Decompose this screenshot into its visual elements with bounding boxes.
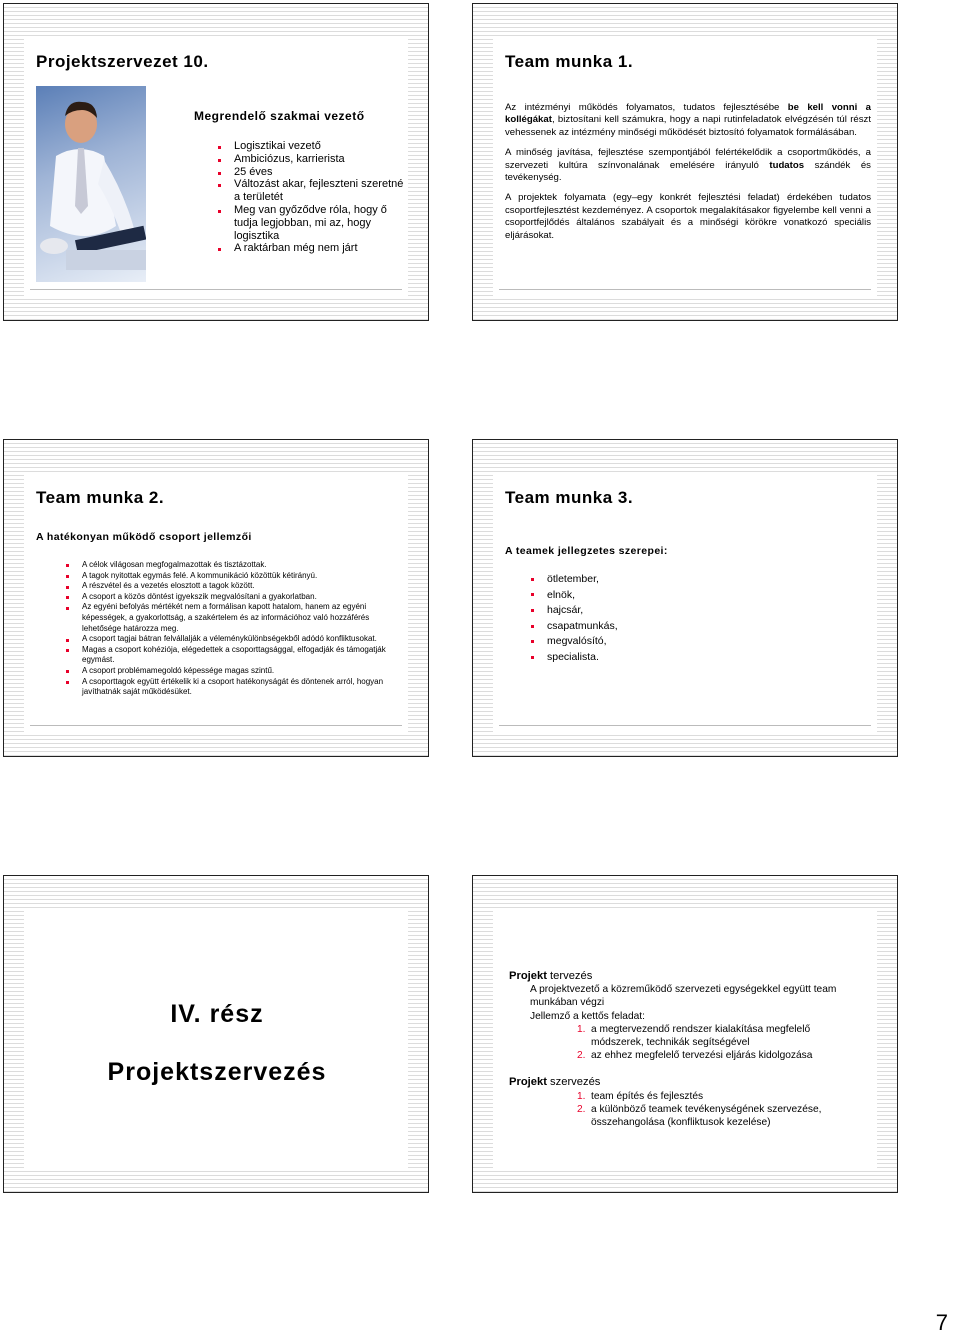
numbered-item xyxy=(509,1049,879,1062)
list-item: Változást akar, fejleszteni szeretné a területét xyxy=(216,178,406,204)
item-number: 1. xyxy=(577,1090,586,1102)
text-run: Az intézményi működés folyamatos, tudatos fejlesztésébe xyxy=(505,102,788,113)
footer-divider xyxy=(30,289,402,290)
footer-divider xyxy=(30,725,402,726)
list-item: A csoport problémamegoldó képessége magas szintű. xyxy=(64,666,404,677)
slide-content-area xyxy=(24,910,408,1168)
list-item: A tagok nyitottak egymás felé. A kommunikáció közöttük kétirányú. xyxy=(64,571,404,582)
label-bold: Projekt xyxy=(509,970,547,982)
section-label xyxy=(509,1076,879,1089)
slide-title: Team munka 3. xyxy=(505,488,634,507)
paragraph: A projektek folyamata (egy–egy konkrét fejlesztési feladat) érdekében tudatos csoportfejlesztést kezdeményez. A csoportok megalakításakor figyelembe kell venni a csoportfejlődés általános szabályait és a minőségi körökre vonatkozó speciális eljárásokat. xyxy=(505,192,871,241)
label-text: tervezés xyxy=(546,970,593,982)
page-number: 7 xyxy=(935,1310,948,1335)
list-item: csapatmunkás, xyxy=(529,619,769,635)
numbered-item xyxy=(509,1103,879,1129)
list-item: hajcsár, xyxy=(529,603,769,619)
text-run: A minőség javítása, fejlesztése szempontjából felértékelődik a csoportműködés, a szervezeti kultúra színvonalának emelésére irányuló xyxy=(505,147,871,171)
slide-body xyxy=(509,970,879,1129)
bullet-list xyxy=(529,572,769,666)
slide-body xyxy=(505,102,871,250)
section-label xyxy=(509,970,879,983)
slide-iv-resz xyxy=(3,875,429,1193)
emphasis-text: be kell vonni a kollégákat xyxy=(505,102,871,126)
section-text: A projektvezető a közreműködő szervezeti egységekkel együtt team munkában végzi xyxy=(530,984,837,1009)
slide-title: Team munka 1. xyxy=(505,52,634,71)
list-item: specialista. xyxy=(529,650,769,666)
section-number: IV. rész xyxy=(170,1000,264,1028)
bullet-list xyxy=(64,560,404,698)
slide-title: Team munka 2. xyxy=(36,488,165,507)
bullet-list xyxy=(216,140,406,255)
list-item: Logisztikai vezető xyxy=(216,140,406,153)
list-item: ötletember, xyxy=(529,572,769,588)
label-bold: Projekt xyxy=(509,1076,547,1089)
list-item: A csoport tagjai bátran felvállalják a véleménykülönbségekből adódó konfliktusokat. xyxy=(64,634,404,645)
list-item: Ambiciózus, karrierista xyxy=(216,153,406,166)
list-item: A csoport a közös döntést igyekszik megvalósítani a gyakorlatban. xyxy=(64,592,404,603)
list-item: A csoporttagok együtt értékelik ki a csoport hatékonyságát és döntenek arról, hogyan javíthatnák saját működésüket. xyxy=(64,677,404,698)
text-run: szándék és tevékenység. xyxy=(505,159,871,184)
list-item: A részvétel és a vezetés elosztott a tagok között. xyxy=(64,581,404,592)
footer-divider xyxy=(499,725,871,726)
slide-projektszervezet-10 xyxy=(3,3,429,321)
item-text: team építés és fejlesztés xyxy=(591,1090,704,1102)
numbered-item xyxy=(509,1090,879,1103)
label-text: szervezés xyxy=(546,1076,601,1089)
section-text: Jellemző a kettős feladat: xyxy=(530,1010,645,1022)
list-item: elnök, xyxy=(529,588,769,604)
list-item: Az egyéni befolyás mértékét nem a formálisan kapott hatalom, hanem az egyéni képességek, a gyakorlottság, a szakértelem és az információhoz való hozzáférés lehetősége határozza meg. xyxy=(64,602,404,634)
item-text: az ehhez megfelelő tervezési eljárás kidolgozása xyxy=(591,1050,813,1062)
slide-team-munka-1 xyxy=(472,3,898,321)
businessman-photo-icon xyxy=(36,86,146,282)
list-item: 25 éves xyxy=(216,166,406,179)
item-number: 2. xyxy=(577,1103,586,1115)
slide-projekt-tervezes xyxy=(472,875,898,1193)
slide-title: Projektszervezet 10. xyxy=(36,52,209,71)
emphasis-text: tudatos xyxy=(769,159,805,171)
slide-heading: Megrendelő szakmai vezető xyxy=(194,109,365,123)
list-item: A raktárban még nem járt xyxy=(216,242,406,255)
list-item: megvalósító, xyxy=(529,634,769,650)
paragraph xyxy=(505,102,871,139)
item-text: a különböző teamek tevékenységének szervezése, összehangolása (konfliktusok kezelése) xyxy=(591,1103,822,1129)
list-item: A célok világosan megfogalmazottak és tisztázottak. xyxy=(64,560,404,571)
footer-divider xyxy=(499,289,871,290)
slide-team-munka-3 xyxy=(472,439,898,757)
item-text: a megtervezendő rendszer kialakítása megfelelő módszerek, technikák segítségével xyxy=(591,1023,811,1049)
list-item: Magas a csoport kohéziója, elégedettek a csoporttagsággal, elfogadják és támogatják egymást. xyxy=(64,645,404,666)
text-run: , biztosítani kell számukra, hogy a napi rutinfeladatok elvégzésén túl részt vehessenek az intézmény minőségi működését biztosító folyamatok formálásában. xyxy=(505,114,871,138)
list-item: Meg van győződve róla, hogy ő tudja legjobban, mi az, hogy logisztika xyxy=(216,204,406,242)
section-title: Projektszervezés xyxy=(107,1058,327,1086)
item-number: 1. xyxy=(577,1023,586,1035)
spacer xyxy=(509,1062,879,1076)
slide-team-munka-2 xyxy=(3,439,429,757)
paragraph xyxy=(505,147,871,184)
slide-heading: A teamek jellegzetes szerepei: xyxy=(505,545,668,557)
numbered-item xyxy=(509,1023,879,1049)
slide-heading: A hatékonyan működő csoport jellemzői xyxy=(36,531,252,543)
item-number: 2. xyxy=(577,1050,586,1062)
